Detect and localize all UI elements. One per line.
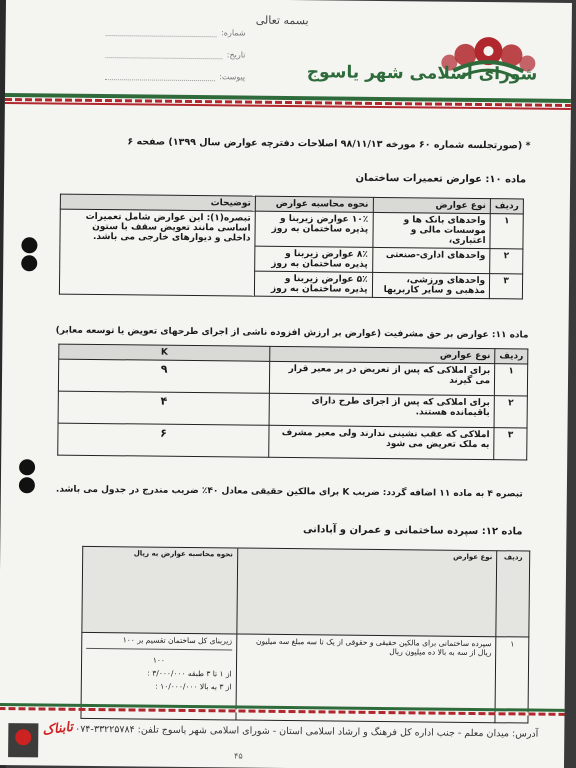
col-header-calculation: نحوه محاسبه عوارض به ریال (82, 546, 238, 634)
punch-hole (19, 459, 35, 475)
table-row (58, 359, 527, 396)
col-header-type: نوع عوارض (270, 346, 495, 363)
col-header-type: نوع عوارض (373, 197, 491, 213)
calc-tier-2: از ۳ به بالا ۱۰/۰۰۰/۰۰۰ : (155, 681, 232, 692)
calc-tier-1: از ۱ تا ۳ طبقه ۳/۰۰۰/۰۰۰ : (147, 668, 232, 679)
meta-number-row (106, 14, 246, 37)
calc-divider (86, 648, 232, 651)
section12-table (80, 546, 530, 724)
section10-title: ماده ۱۰: عوارض تعمیرات ساختمان (355, 172, 527, 186)
row-type: واحدهای اداری-صنعتی (372, 247, 490, 273)
meta-date-row (105, 36, 245, 59)
row-number: ۱ (494, 364, 527, 396)
row-calculation: ۱۰٪ عوارض زیربنا و پذیره ساختمان به روز (255, 211, 373, 247)
meta-date-label: تاریخ: (226, 50, 246, 60)
col-header-calculation: نحوه محاسبه عوارض (255, 196, 373, 212)
row-k-value: ۶ (58, 423, 269, 457)
section10-note: تبصره(۱): این عوارض شامل تعمیرات اساسی مانند تعویض سقف با ستون داخلی و دیوارهای خارجی می باشد. (59, 209, 255, 296)
table-row (60, 209, 523, 249)
col-header-row-number: ردیف (495, 349, 528, 364)
row-number: ۳ (494, 428, 527, 460)
row-k-value: ۹ (58, 359, 269, 393)
table-row (58, 391, 527, 428)
section11-title: ماده ۱۱: عوارض بر حق مشرفیت (عوارض بر ارزش افزوده ناشی از اجرای طرحهای تعویض یا توسعه معابر) (55, 325, 529, 341)
row-type: واحدهای ورزشی، مذهبی و سایر کاربریها (372, 272, 490, 298)
row-number: ۱ (490, 214, 523, 249)
page-number: ۴۵ (234, 751, 243, 761)
punch-hole (19, 477, 35, 493)
row-type: املاکی که عقب نشینی ندارند ولی معبر مشرف به ملک تعریض می شود (269, 425, 494, 459)
meta-attachment-label: پیوست: (219, 72, 246, 82)
bismillah-heading: بسمه تعالی (255, 13, 309, 28)
row-number: ۳ (489, 274, 522, 299)
row-calculation: ۵٪ عوارض زیربنا و پذیره ساختمان به روز (254, 271, 372, 297)
council-name: شورای اسلامی شهر یاسوج (306, 62, 538, 85)
section11-table (57, 344, 528, 461)
table-header-row (82, 546, 530, 637)
row-type: سپرده ساختمانی برای مالکین حقیقی و حقوقی از یک تا سه مبلغ سه میلیون ریال از سه به بالا ده میلیون ریال (236, 634, 496, 723)
row-type: واحدهای بانک ها و موسسات مالی و اعتباری، (372, 212, 490, 248)
section12-title: ماده ۱۲: سپرده ساختمانی و عمران و آبادانی (302, 524, 523, 538)
footer-address: آدرس: میدان معلم - جنب اداره کل فرهنگ و ارشاد اسلامی استان - شورای اسلامی شهر یاسوج تلفن: ۳۳۲۲۵۷۸۴-۰۷۴ (75, 723, 539, 740)
col-header-row-number: ردیف (496, 551, 530, 637)
punch-hole (21, 237, 37, 253)
row-type: برای املاکی که پس از اجرای طرح دارای باقیمانده هستند. (269, 393, 494, 427)
row-number: ۲ (490, 249, 523, 274)
watermark-text: تابناک (41, 719, 74, 739)
letter-meta-fields (105, 14, 246, 81)
row-number: ۱ (495, 637, 529, 723)
row-number: ۲ (494, 396, 527, 428)
row-calculation: ۸٪ عوارض زیربنا و پذیره ساختمان به روز (255, 246, 373, 272)
col-header-type: نوع عوارض (237, 548, 497, 637)
meta-number-label: شماره: (221, 28, 246, 38)
col-header-k: K (59, 344, 270, 361)
section10-table (59, 194, 524, 300)
table-row (58, 423, 527, 460)
col-header-description: توضیحات (60, 194, 255, 211)
calc-formula: زیربنای کل ساختمان تقسیم بر ۱۰۰ (122, 635, 233, 646)
section11-note: تبصره ۴ به ماده ۱۱ اضافه گردد: ضریب K برای مالکین حقیقی معادل ۴۰٪ ضریب مندرج در جدول می باشد. (55, 484, 523, 500)
col-header-row-number: ردیف (490, 199, 523, 214)
meta-attachment-row (105, 58, 245, 81)
punch-hole (21, 255, 37, 271)
row-k-value: ۴ (58, 391, 269, 425)
minutes-reference: * (صورتجلسه شماره ۶۰ مورخه ۹۸/۱۱/۱۳ اصلاحات دفترچه عوارض سال ۱۳۹۹) صفحه ۶ (127, 136, 531, 152)
calc-denominator: ۱۰۰ (152, 655, 166, 665)
row-type: برای املاکی که پس از تعریض در بر معبر قرار می گیرند (269, 361, 494, 395)
